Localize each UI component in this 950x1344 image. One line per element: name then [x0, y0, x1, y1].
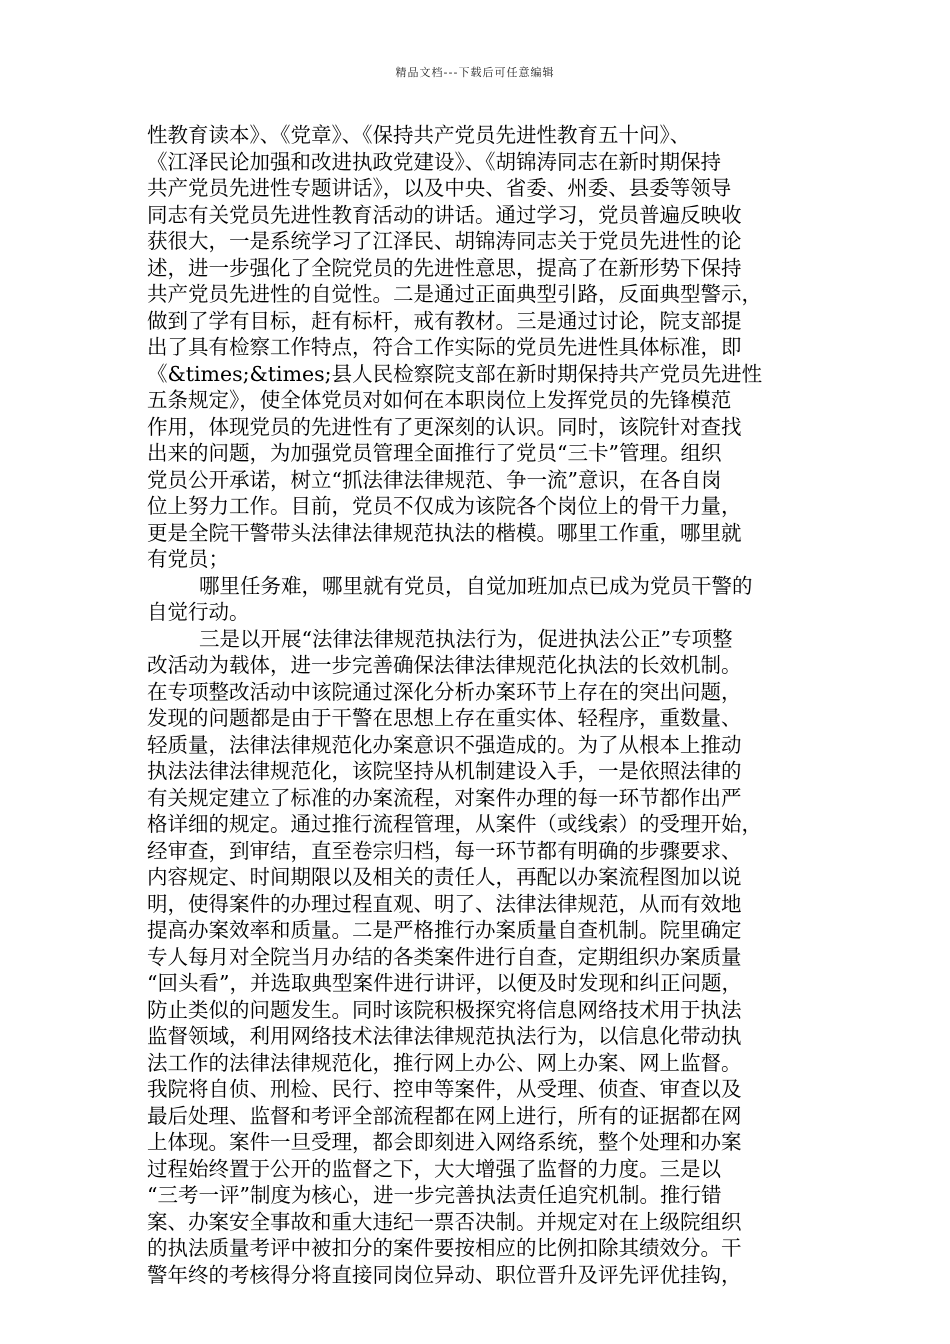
text-line: 有党员； — [147, 547, 229, 571]
text-line: 共产党员先进性的自觉性。二是通过正面典型引路，反面典型警示， — [147, 282, 762, 306]
text-line: 获很大，一是系统学习了江泽民、胡锦涛同志关于党员先进性的论 — [147, 229, 742, 253]
text-line: 改活动为载体，进一步完善确保法律法律规范化执法的长效机制。 — [147, 653, 742, 677]
text-line: 法工作的法律法律规范化，推行网上办公、网上办案、网上监督。 — [147, 1050, 742, 1075]
text-line: 发现的问题都是由于干警在思想上存在重实体、轻程序，重数量、 — [147, 706, 742, 730]
text-line: “三考一评”制度为核心，进一步完善执法责任追究机制。推行错 — [147, 1183, 722, 1207]
text-line: 出了具有检察工作特点，符合工作实际的党员先进性具体标准，即 — [147, 335, 742, 359]
text-line: 经审查，到审结，直至卷宗归档，每一环节都有明确的步骤要求、 — [147, 838, 742, 863]
text-line: 述，进一步强化了全院党员的先进性意思，提高了在新形势下保持 — [147, 255, 742, 280]
text-line: 过程始终置于公开的监督之下，大大增强了监督的力度。三是以 — [147, 1156, 721, 1181]
text-line: 哪里任务难，哪里就有党员，自觉加班加点已成为党员干警的 — [199, 573, 753, 598]
text-line: “回头看”，并选取典型案件进行讲评，以便及时发现和纠正问题， — [147, 971, 742, 995]
text-line: 提高办案效率和质量。二是严格推行办案质量自查机制。院里确定 — [147, 918, 742, 942]
text-line: 《江泽民论加强和改进执政党建设》、《胡锦涛同志在新时期保持 — [147, 149, 721, 174]
text-line: 同志有关党员先进性教育活动的讲话。通过学习，党员普遍反映收 — [147, 202, 742, 227]
text-line: 三是以开展“法律法律规范执法行为，促进执法公正”专项整 — [199, 626, 733, 651]
text-line: 内容规定、时间期限以及相关的责任人，再配以办案流程图加以说 — [147, 865, 742, 889]
text-line: 的执法质量考评中被扣分的案件要按相应的比例扣除其绩效分。干 — [147, 1236, 742, 1260]
text-line: 防止类似的问题发生。同时该院积极探究将信息网络技术用于执法 — [147, 997, 742, 1022]
text-line: 有关规定建立了标准的办案流程，对案件办理的每一环节都作出严 — [147, 785, 742, 810]
text-line: 在专项整改活动中该院通过深化分析办案环节上存在的突出问题， — [147, 679, 742, 704]
text-line: 案、办案安全事故和重大违纪一票否决制。并规定对在上级院组织 — [147, 1209, 742, 1234]
document-body — [147, 122, 813, 1288]
text-line: 轻质量，法律法律规范化办案意识不强造成的。为了从根本上推动 — [147, 732, 742, 757]
text-line: 上体现。案件一旦受理，都会即刻进入网络系统，整个处理和办案 — [147, 1130, 742, 1154]
text-line: 出来的问题，为加强党员管理全面推行了党员“三卡”管理。组织 — [147, 441, 722, 465]
text-line: 《&times;&times;县人民检察院支部在新时期保持共产党员先进性 — [147, 361, 763, 386]
text-line: 位上努力工作。目前，党员不仅成为该院各个岗位上的骨干力量， — [147, 494, 742, 518]
text-line: 更是全院干警带头法律法律规范执法的楷模。哪里工作重，哪里就 — [147, 520, 742, 545]
text-line: 五条规定》，使全体党员对如何在本职岗位上发挥党员的先锋模范 — [147, 388, 732, 412]
text-line: 做到了学有目标，赶有标杆，戒有教材。三是通过讨论，院支部提 — [147, 308, 742, 333]
text-line: 警年终的考核得分将直接同岗位异动、职位晋升及评先评优挂钩， — [147, 1262, 742, 1287]
text-line: 执法法律法律规范化，该院坚持从机制建设入手，一是依照法律的 — [147, 759, 742, 783]
text-line: 监督领域，利用网络技术法律法律规范执法行为，以信息化带动执 — [147, 1024, 742, 1048]
text-line: 共产党员先进性专题讲话》，以及中央、省委、州委、县委等领导 — [147, 176, 732, 200]
text-line: 自觉行动。 — [147, 600, 250, 624]
text-line: 最后处理、监督和考评全部流程都在网上进行，所有的证据都在网 — [147, 1103, 742, 1128]
text-line: 作用，体现党员的先进性有了更深刻的认识。同时，该院针对查找 — [147, 414, 742, 439]
page-header: 精品文档---下载后可任意编辑 — [395, 66, 555, 79]
text-line: 性教育读本》、《党章》、《保持共产党员先进性教育五十问》、 — [147, 123, 691, 147]
text-line: 我院将自侦、刑检、民行、控申等案件，从受理、侦查、审查以及 — [147, 1077, 742, 1101]
text-line: 格详细的规定。通过推行流程管理，从案件（或线索）的受理开始， — [147, 812, 762, 836]
text-line: 专人每月对全院当月办结的各类案件进行自查，定期组织办案质量 — [147, 944, 742, 969]
text-line: 党员公开承诺，树立“抓法律法律规范、争一流”意识，在各自岗 — [147, 467, 722, 492]
text-line: 明，使得案件的办理过程直观、明了、法律法律规范，从而有效地 — [147, 891, 742, 916]
